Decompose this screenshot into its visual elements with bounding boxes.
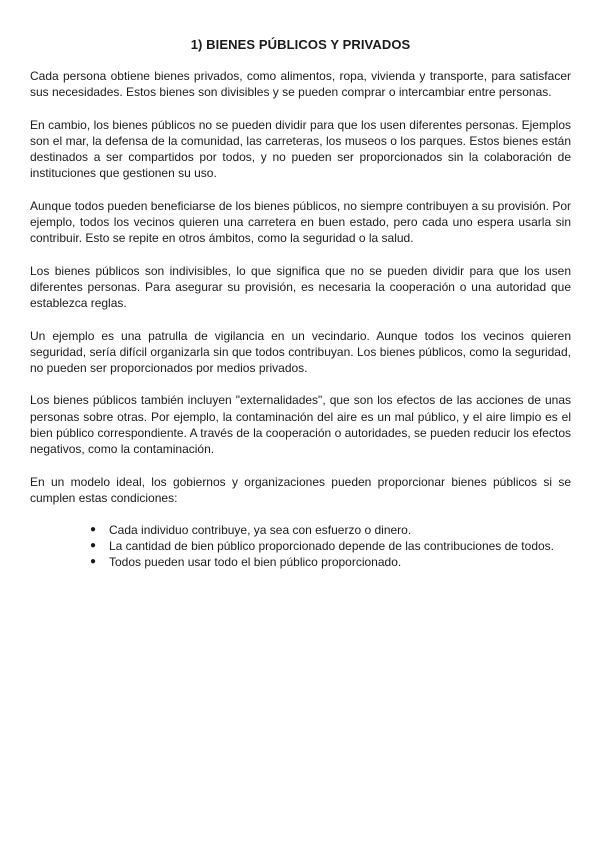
bullet-icon: ● (90, 556, 97, 568)
conditions-list (30, 522, 571, 570)
list-item (90, 554, 571, 570)
list-item-text: Todos pueden usar todo el bien público proporcionado. (109, 555, 402, 570)
list-item-text: La cantidad de bien público proporcionado depende de las contribuciones de todos. (109, 539, 554, 554)
bullet-icon: ● (90, 540, 97, 552)
paragraph-public-goods: En cambio, los bienes públicos no se pueden dividir para que los usen diferentes personas. Ejemplos son el mar, la defensa de la comunidad, las carreteras, los museos o los parques. Estos bienes están destinados a ser compartidos por todos, y no pueden ser proporcionados sin la colaboración de instituciones que gestionen su uso. (30, 117, 571, 181)
page-title: 1) BIENES PÚBLICOS Y PRIVADOS (190, 37, 411, 52)
list-item-text: Cada individuo contribuye, ya sea con esfuerzo o dinero. (109, 523, 412, 538)
paragraph-ideal-model: En un modelo ideal, los gobiernos y organizaciones pueden proporcionar bienes públicos si se cumplen estas condiciones: (30, 474, 571, 505)
paragraph-patrol-example: Un ejemplo es una patrulla de vigilancia en un vecindario. Aunque todos los vecinos quieren seguridad, sería difícil organizarla sin que todos contribuyan. Los bienes públicos, como la seguridad, no pueden ser proporcionados por medios privados. (30, 328, 571, 376)
paragraph-indivisible: Los bienes públicos son indivisibles, lo que significa que no se pueden dividir para que los usen diferentes personas. Para asegurar su provisión, es necesaria la cooperación o una autoridad que establezca reglas. (30, 263, 571, 311)
bullet-icon: ● (90, 524, 97, 536)
paragraph-private-goods: Cada persona obtiene bienes privados, como alimentos, ropa, vivienda y transporte, para satisfacer sus necesidades. Estos bienes son divisibles y se pueden comprar o intercambiar entre personas. (30, 69, 571, 100)
paragraph-contribution: Aunque todos pueden beneficiarse de los bienes públicos, no siempre contribuyen a su provisión. Por ejemplo, todos los vecinos quieren una carretera en buen estado, pero cada uno espera usarla sin contribuir. Esto se repite en otros ámbitos, como la seguridad o la salud. (30, 198, 572, 246)
document-page (30, 0, 571, 570)
list-item (90, 538, 571, 554)
list-item (90, 522, 571, 538)
paragraph-externalities: Los bienes públicos también incluyen "externalidades", que son los efectos de las acciones de unas personas sobre otras. Por ejemplo, la contaminación del aire es un mal público, y el aire limpio es el bien público correspondiente. A través de la cooperación o autoridades, se pueden reducir los efectos negativos, como la contaminación. (30, 393, 571, 457)
